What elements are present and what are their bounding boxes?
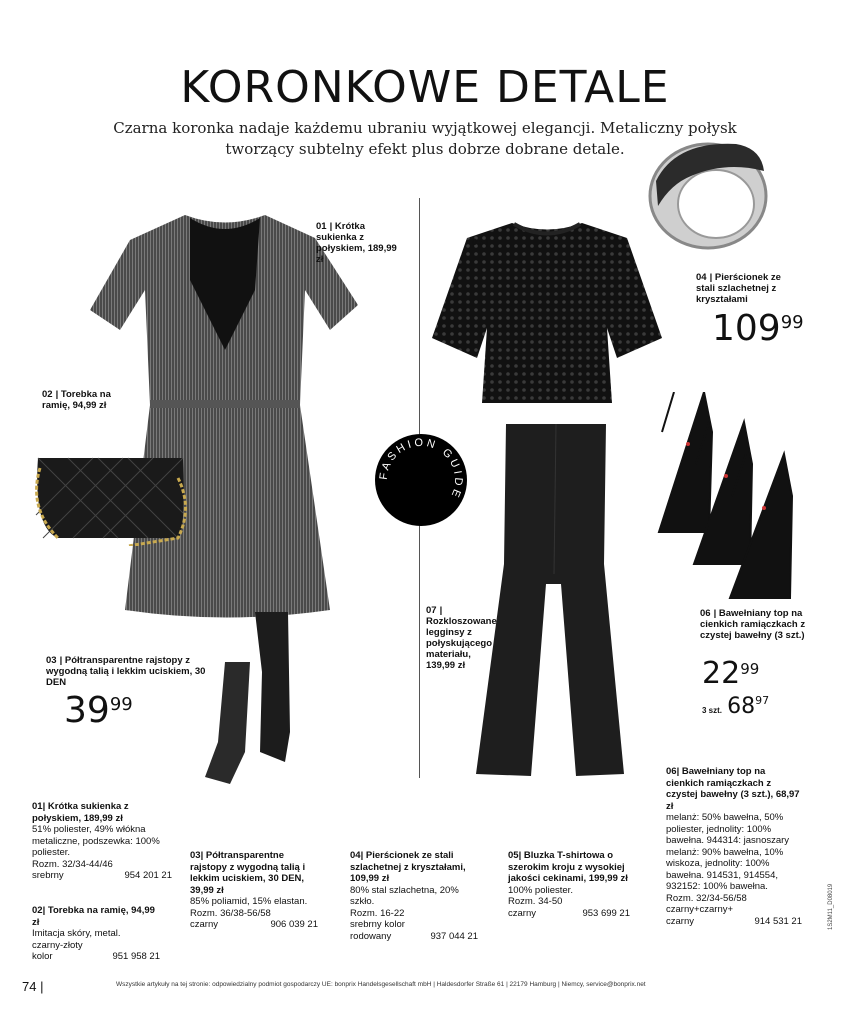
leggings-image[interactable] <box>476 424 626 779</box>
footer-legal: Wszystkie artykuły na tej stronie: odpowiedzialny podmiot gospodarczy UE: bonprix Handelsgesellschaft mbH | Haldesdorfer Straße 61 | 22179 Hamburg | Niemcy, service@bonprix.net <box>116 981 646 988</box>
label-02: 02 | Torebka na ramię, 94,99 zł <box>42 389 111 411</box>
label-01: 01 | Krótka sukienka z połyskiem, 189,99 zł <box>316 221 397 265</box>
page-subtitle: Czarna koronka nadaje każdemu ubraniu wyjątkowej elegancji. Metaliczny połysk tworzący subtelny efekt plus dobrze dobrane detale. <box>113 119 737 158</box>
detail-06: 06| Bawełniany top na cienkich ramiączkach z czystej bawełny (3 szt.), 68,97 zł melanż: 50% bawełna, 50% poliester, jednolity: 100% bawełna. 944314: jasnoszary melanż: 90% bawełna, 10% wiskoza, jednolity: 100% bawełna. 914531, 914554, 932152: 100% bawełna. Rozm. 32/34-56/58 czarny+czarny+ czarny 914 531 21 <box>666 766 802 927</box>
detail-02: 02| Torebka na ramię, 94,99 zł Imitacja skóry, metal. czarny-złoty kolor 951 958 21 <box>32 905 160 962</box>
tank-tops-image[interactable] <box>654 392 816 602</box>
price-06: 2299 <box>702 656 760 691</box>
detail-03: 03| Półtransparentne rajstopy z wygodną talią i lekkim uciskiem, 30 DEN, 39,99 zł 85% poliamid, 15% elastan. Rozm. 36/38-56/58 czarny 906 039 21 <box>190 850 318 930</box>
detail-01: 01| Krótka sukienka z połyskiem, 189,99 zł 51% poliester, 49% włókna metaliczne, podszewka: 100% poliester. Rozm. 32/34-44/46 srebrny 954 201 21 <box>32 801 172 881</box>
page-number: 74 | <box>22 979 44 994</box>
dress-image[interactable] <box>90 210 360 620</box>
ring-image[interactable] <box>646 136 770 256</box>
label-07: 07 | Rozkloszowane legginsy z połyskującego materiału, 139,99 zł <box>426 605 497 671</box>
detail-05: 05| Bluzka T-shirtowa o szerokim kroju z wysokiej jakości cekinami, 199,99 zł 100% poliester. Rozm. 34-50 czarny 953 699 21 <box>508 850 630 919</box>
detail-04: 04| Pierścionek ze stali szlachetnej z kryształami, 109,99 zł 80% stal szlachetna, 20% szkło. Rozm. 16-22 srebrny kolor rodowany 937 044 21 <box>350 850 478 942</box>
sequin-top-image[interactable] <box>432 218 662 408</box>
badge-text: FASHION GUIDE <box>377 436 465 502</box>
label-05: 05 | <box>472 237 489 248</box>
label-06: 06 | Bawełniany top na cienkich ramiączkach z czystej bawełny (3 szt.) <box>700 608 806 641</box>
fashion-guide-badge <box>373 432 469 528</box>
price-03: 3999 <box>64 690 133 731</box>
page-title: KORONKOWE DETALE <box>180 62 670 113</box>
side-code: 1S2M11_D08019 <box>828 883 834 930</box>
label-04: 04 | Pierścionek ze stali szlachetnej z kryształami <box>696 272 781 305</box>
label-03: 03 | Półtransparentne rajstopy z wygodną talią i lekkim uciskiem, 30 DEN <box>46 655 206 688</box>
bag-image[interactable] <box>28 438 188 546</box>
price-04: 10999 <box>712 308 804 349</box>
price-06-set: 3 szt. $68^{97}$ <box>702 694 770 719</box>
tights-image[interactable] <box>200 612 300 787</box>
